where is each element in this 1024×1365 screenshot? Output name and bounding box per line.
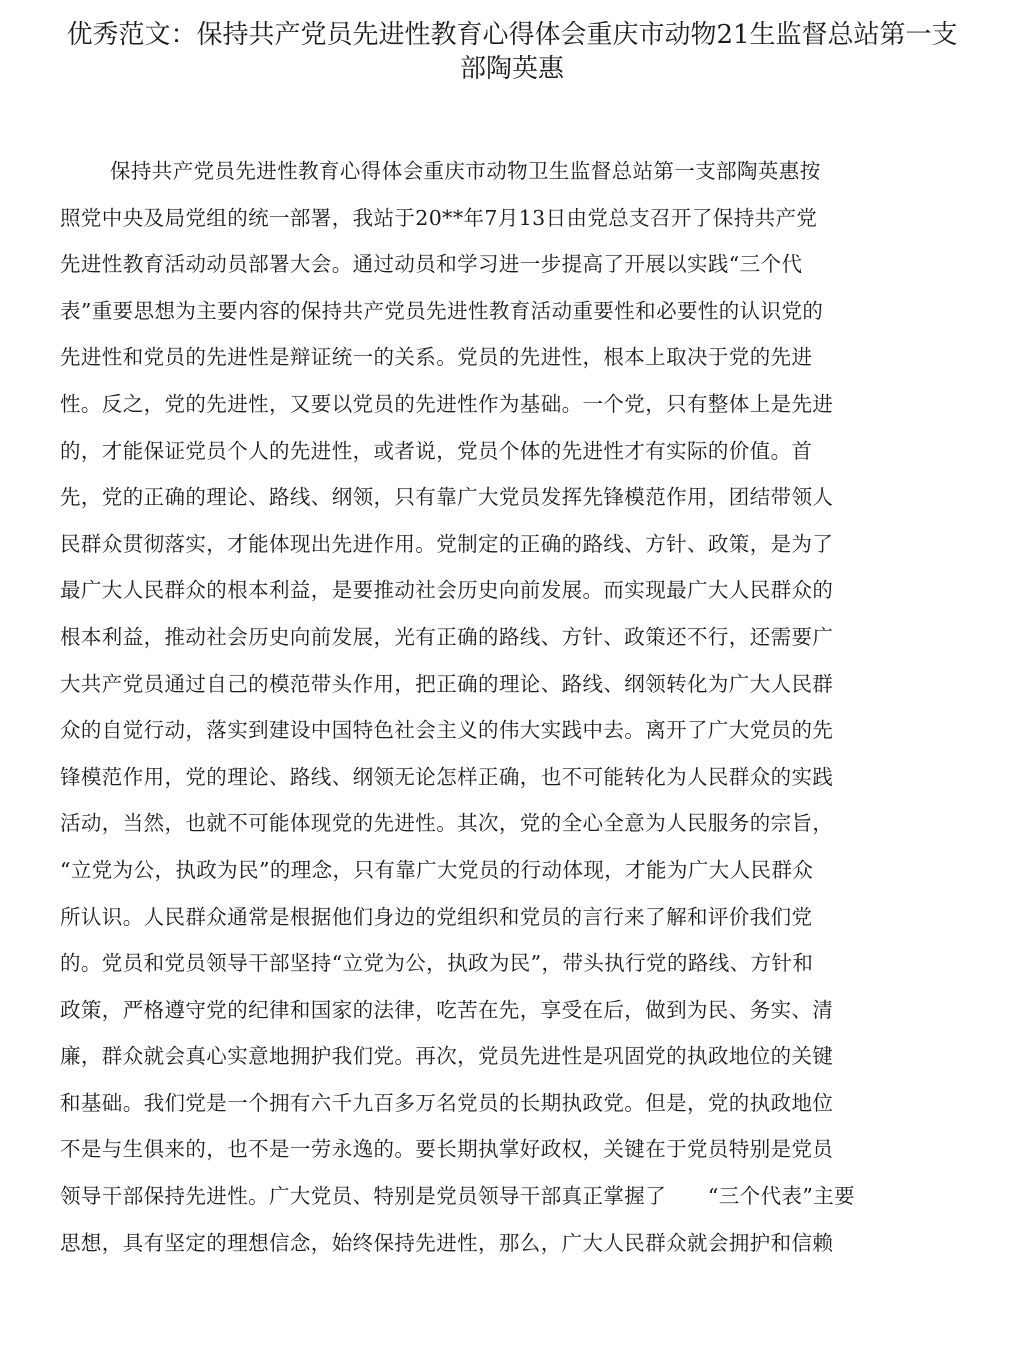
document-title	[40, 18, 984, 86]
title-line-1: 优秀范文：保持共产党员先进性教育心得体会重庆市动物21生监督总站第一支	[66, 20, 958, 50]
body-line: 先，党的正确的理论、路线、纲领，只有靠广大党员发挥先锋模范作用，团结带领人	[60, 485, 834, 510]
title-line-2: 部陶英惠	[459, 54, 564, 84]
body-line: 活动，当然，也就不可能体现党的先进性。其次，党的全心全意为人民服务的宗旨，	[60, 811, 834, 836]
body-line: 廉，群众就会真心实意地拥护我们党。再次，党员先进性是巩固党的执政地位的关键	[60, 1044, 834, 1069]
body-line: 根本利益，推动社会历史向前发展，光有正确的路线、方针、政策还不行，还需要广	[60, 624, 834, 649]
body-line: 照党中央及局党组的统一部署，我站于20**年7月13日由党总支召开了保持共产党	[60, 205, 818, 230]
body-line: 领导干部保持先进性。广大党员、特别是党员领导干部真正掌握了 “三个代表”主要	[60, 1184, 856, 1209]
body-line: 先进性教育活动动员部署大会。通过动员和学习进一步提高了开展以实践“三个代	[60, 252, 803, 277]
body-line: 民群众贯彻落实，才能体现出先进作用。党制定的正确的路线、方针、政策，是为了	[60, 531, 834, 556]
body-line: 表”重要思想为主要内容的保持共产党员先进性教育活动重要性和必要性的认识党的	[60, 298, 824, 323]
body-line: 的，才能保证党员个人的先进性，或者说，党员个体的先进性才有实际的价值。首	[60, 438, 813, 463]
body-line: 锋模范作用，党的理论、路线、纲领无论怎样正确，也不可能转化为人民群众的实践	[60, 764, 834, 789]
body-line: 先进性和党员的先进性是辩证统一的关系。党员的先进性，根本上取决于党的先进	[60, 345, 813, 370]
body-line: 思想，具有坚定的理想信念，始终保持先进性，那么，广大人民群众就会拥护和信赖	[60, 1230, 834, 1255]
body-line: “立党为公，执政为民”的理念，只有靠广大党员的行动体现，才能为广大人民群众	[60, 857, 814, 882]
body-line: 保持共产党员先进性教育心得体会重庆市动物卫生监督总站第一支部陶英惠按	[110, 159, 821, 183]
body-line: 大共产党员通过自己的模范带头作用，把正确的理论、路线、纲领转化为广大人民群	[60, 671, 834, 696]
body-line: 政策，严格遵守党的纪律和国家的法律，吃苦在先，享受在后，做到为民、务实、清	[60, 997, 834, 1022]
body-line: 和基础。我们党是一个拥有六千九百多万名党员的长期执政党。但是，党的执政地位	[60, 1090, 834, 1115]
document-body	[60, 154, 960, 1272]
body-line: 的。党员和党员领导干部坚持“立党为公，执政为民”，带头执行党的路线、方针和	[60, 951, 814, 976]
body-line: 不是与生俱来的，也不是一劳永逸的。要长期执掌好政权，关键在于党员特别是党员	[60, 1137, 834, 1162]
body-line: 众的自觉行动，落实到建设中国特色社会主义的伟大实践中去。离开了广大党员的先	[60, 718, 834, 743]
body-line: 所认识。人民群众通常是根据他们身边的党组织和党员的言行来了解和评价我们党	[60, 904, 813, 929]
body-line: 性。反之，党的先进性，又要以党员的先进性作为基础。一个党，只有整体上是先进	[60, 391, 834, 416]
body-line: 最广大人民群众的根本利益，是要推动社会历史向前发展。而实现最广大人民群众的	[60, 578, 834, 603]
